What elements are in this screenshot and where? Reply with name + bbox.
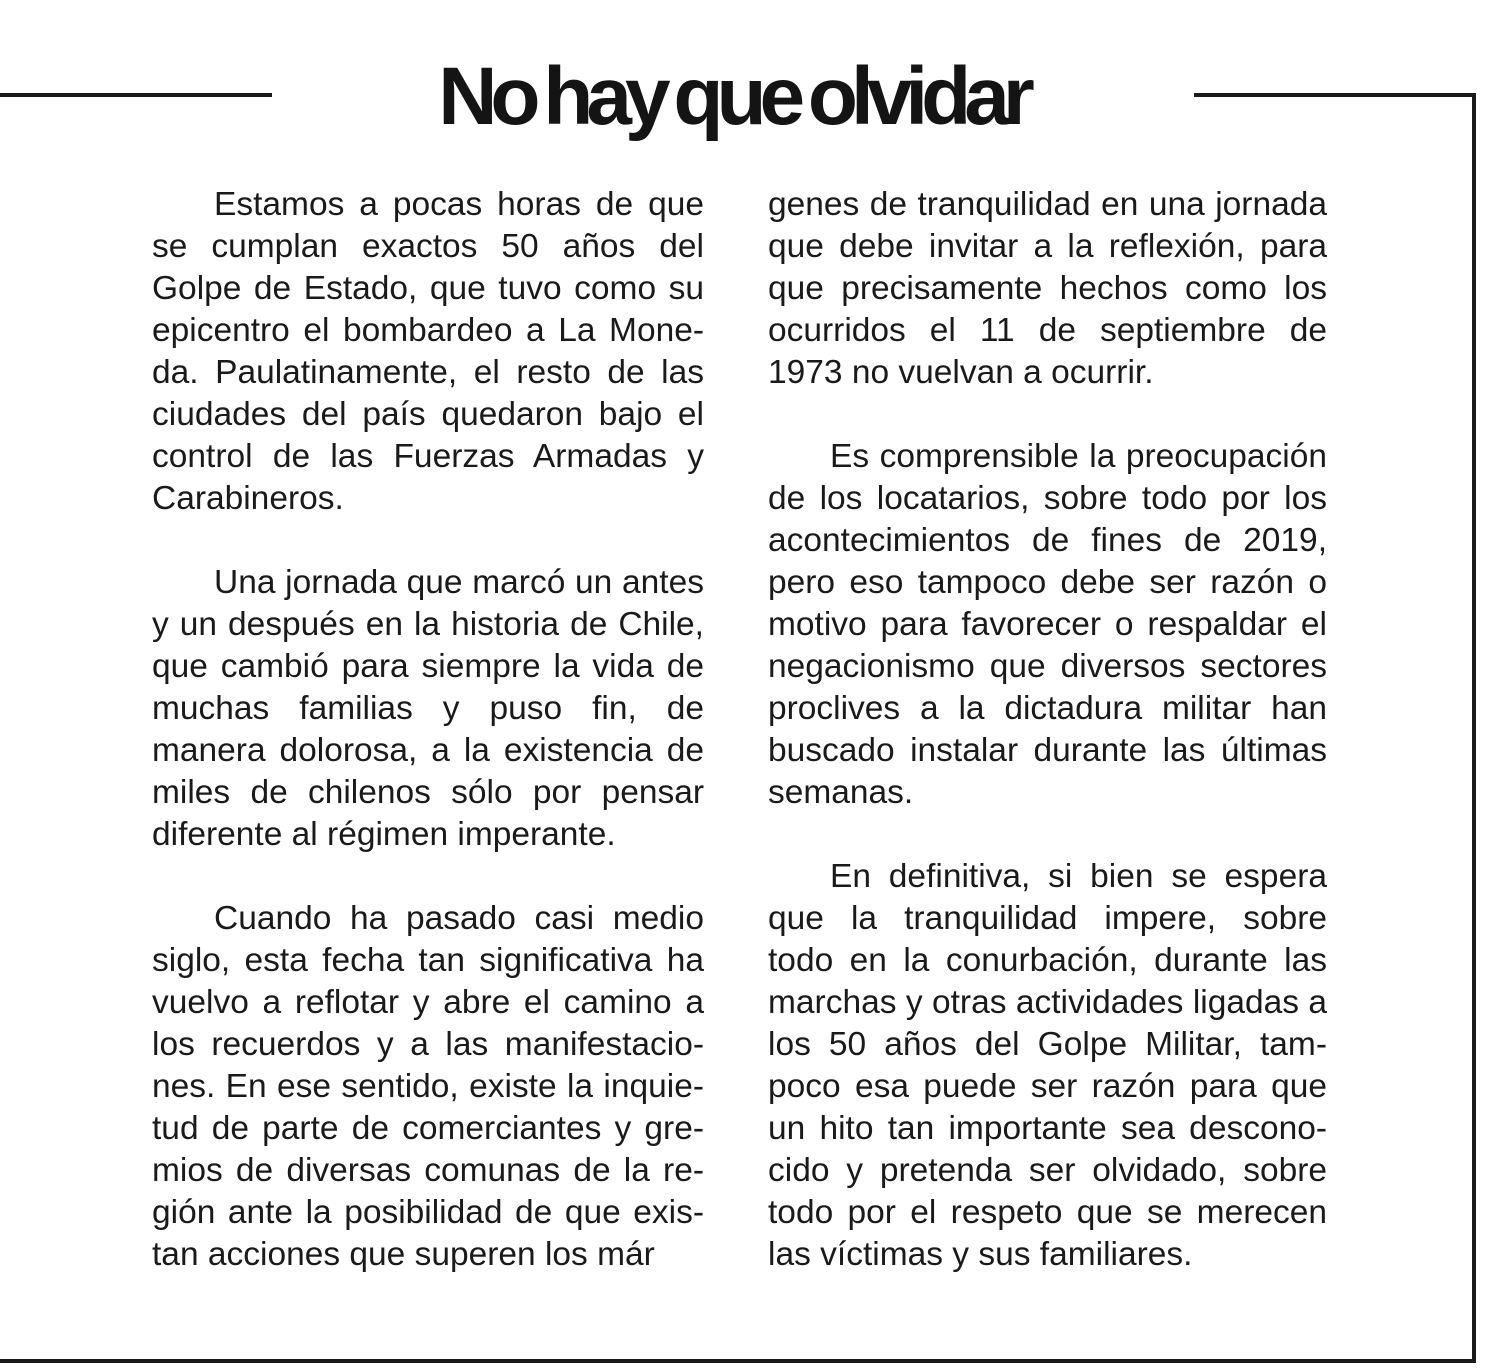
- article-paragraph: Una jornada que marcó un antes y un después en la historia de Chile, que cambió para siempre la vida de muchas familias y puso fin, de manera dolorosa, a la existencia de miles de chilenos sólo por pensar diferente al régimen imperante.: [152, 564, 704, 853]
- article-column-right: [768, 184, 1327, 1318]
- article-headline: No hay que olvidar: [438, 51, 1028, 142]
- article-paragraph: Cuando ha pasado casi medio siglo, esta fecha tan significativa ha vuelvo a reflotar y abre el camino a los recuerdos y a las manifestaciones. En ese sentido, existe la inquietud de parte de comerciantes y gremios de diversas comunas de la región ante la posibilidad de que existan acciones que superen los már: [152, 900, 704, 1273]
- article-column-left: [152, 184, 704, 1318]
- frame-rule-top-left: [0, 93, 272, 97]
- article-paragraph: En definitiva, si bien se espera que la tranquilidad impere, sobre todo en la conurbación, durante las marchas y otras actividades ligadas a los 50 años del Golpe Militar, tampoco esa puede ser razón para que un hito tan importante sea desconocido y pretenda ser olvidado, sobre todo por el respeto que se merecen las víctimas y sus familiares.: [768, 858, 1327, 1273]
- article-paragraph: Es comprensible la preocupación de los locatarios, sobre todo por los acontecimientos de fines de 2019, pero eso tampoco debe ser razón o motivo para favorecer o respaldar el negacionismo que diversos sectores proclives a la dictadura militar han buscado instalar durante las últimas semanas.: [768, 438, 1327, 811]
- article-paragraph: Estamos a pocas horas de que se cumplan exactos 50 años del Golpe de Estado, que tuvo como su epicentro el bombardeo a La Moneda. Paulatinamente, el resto de las ciudades del país quedaron bajo el control de las Fuerzas Armadas y Carabineros.: [152, 186, 704, 517]
- frame-rule-right: [1472, 93, 1476, 1363]
- frame-rule-top-right: [1194, 93, 1476, 97]
- article-paragraph-continued: genes de tranquilidad en una jornada que debe invitar a la reflexión, para que precisamente hechos como los ocurridos el 11 de septiembre de 1973 no vuelvan a ocurrir.: [768, 186, 1327, 391]
- frame-rule-bottom: [0, 1359, 1476, 1363]
